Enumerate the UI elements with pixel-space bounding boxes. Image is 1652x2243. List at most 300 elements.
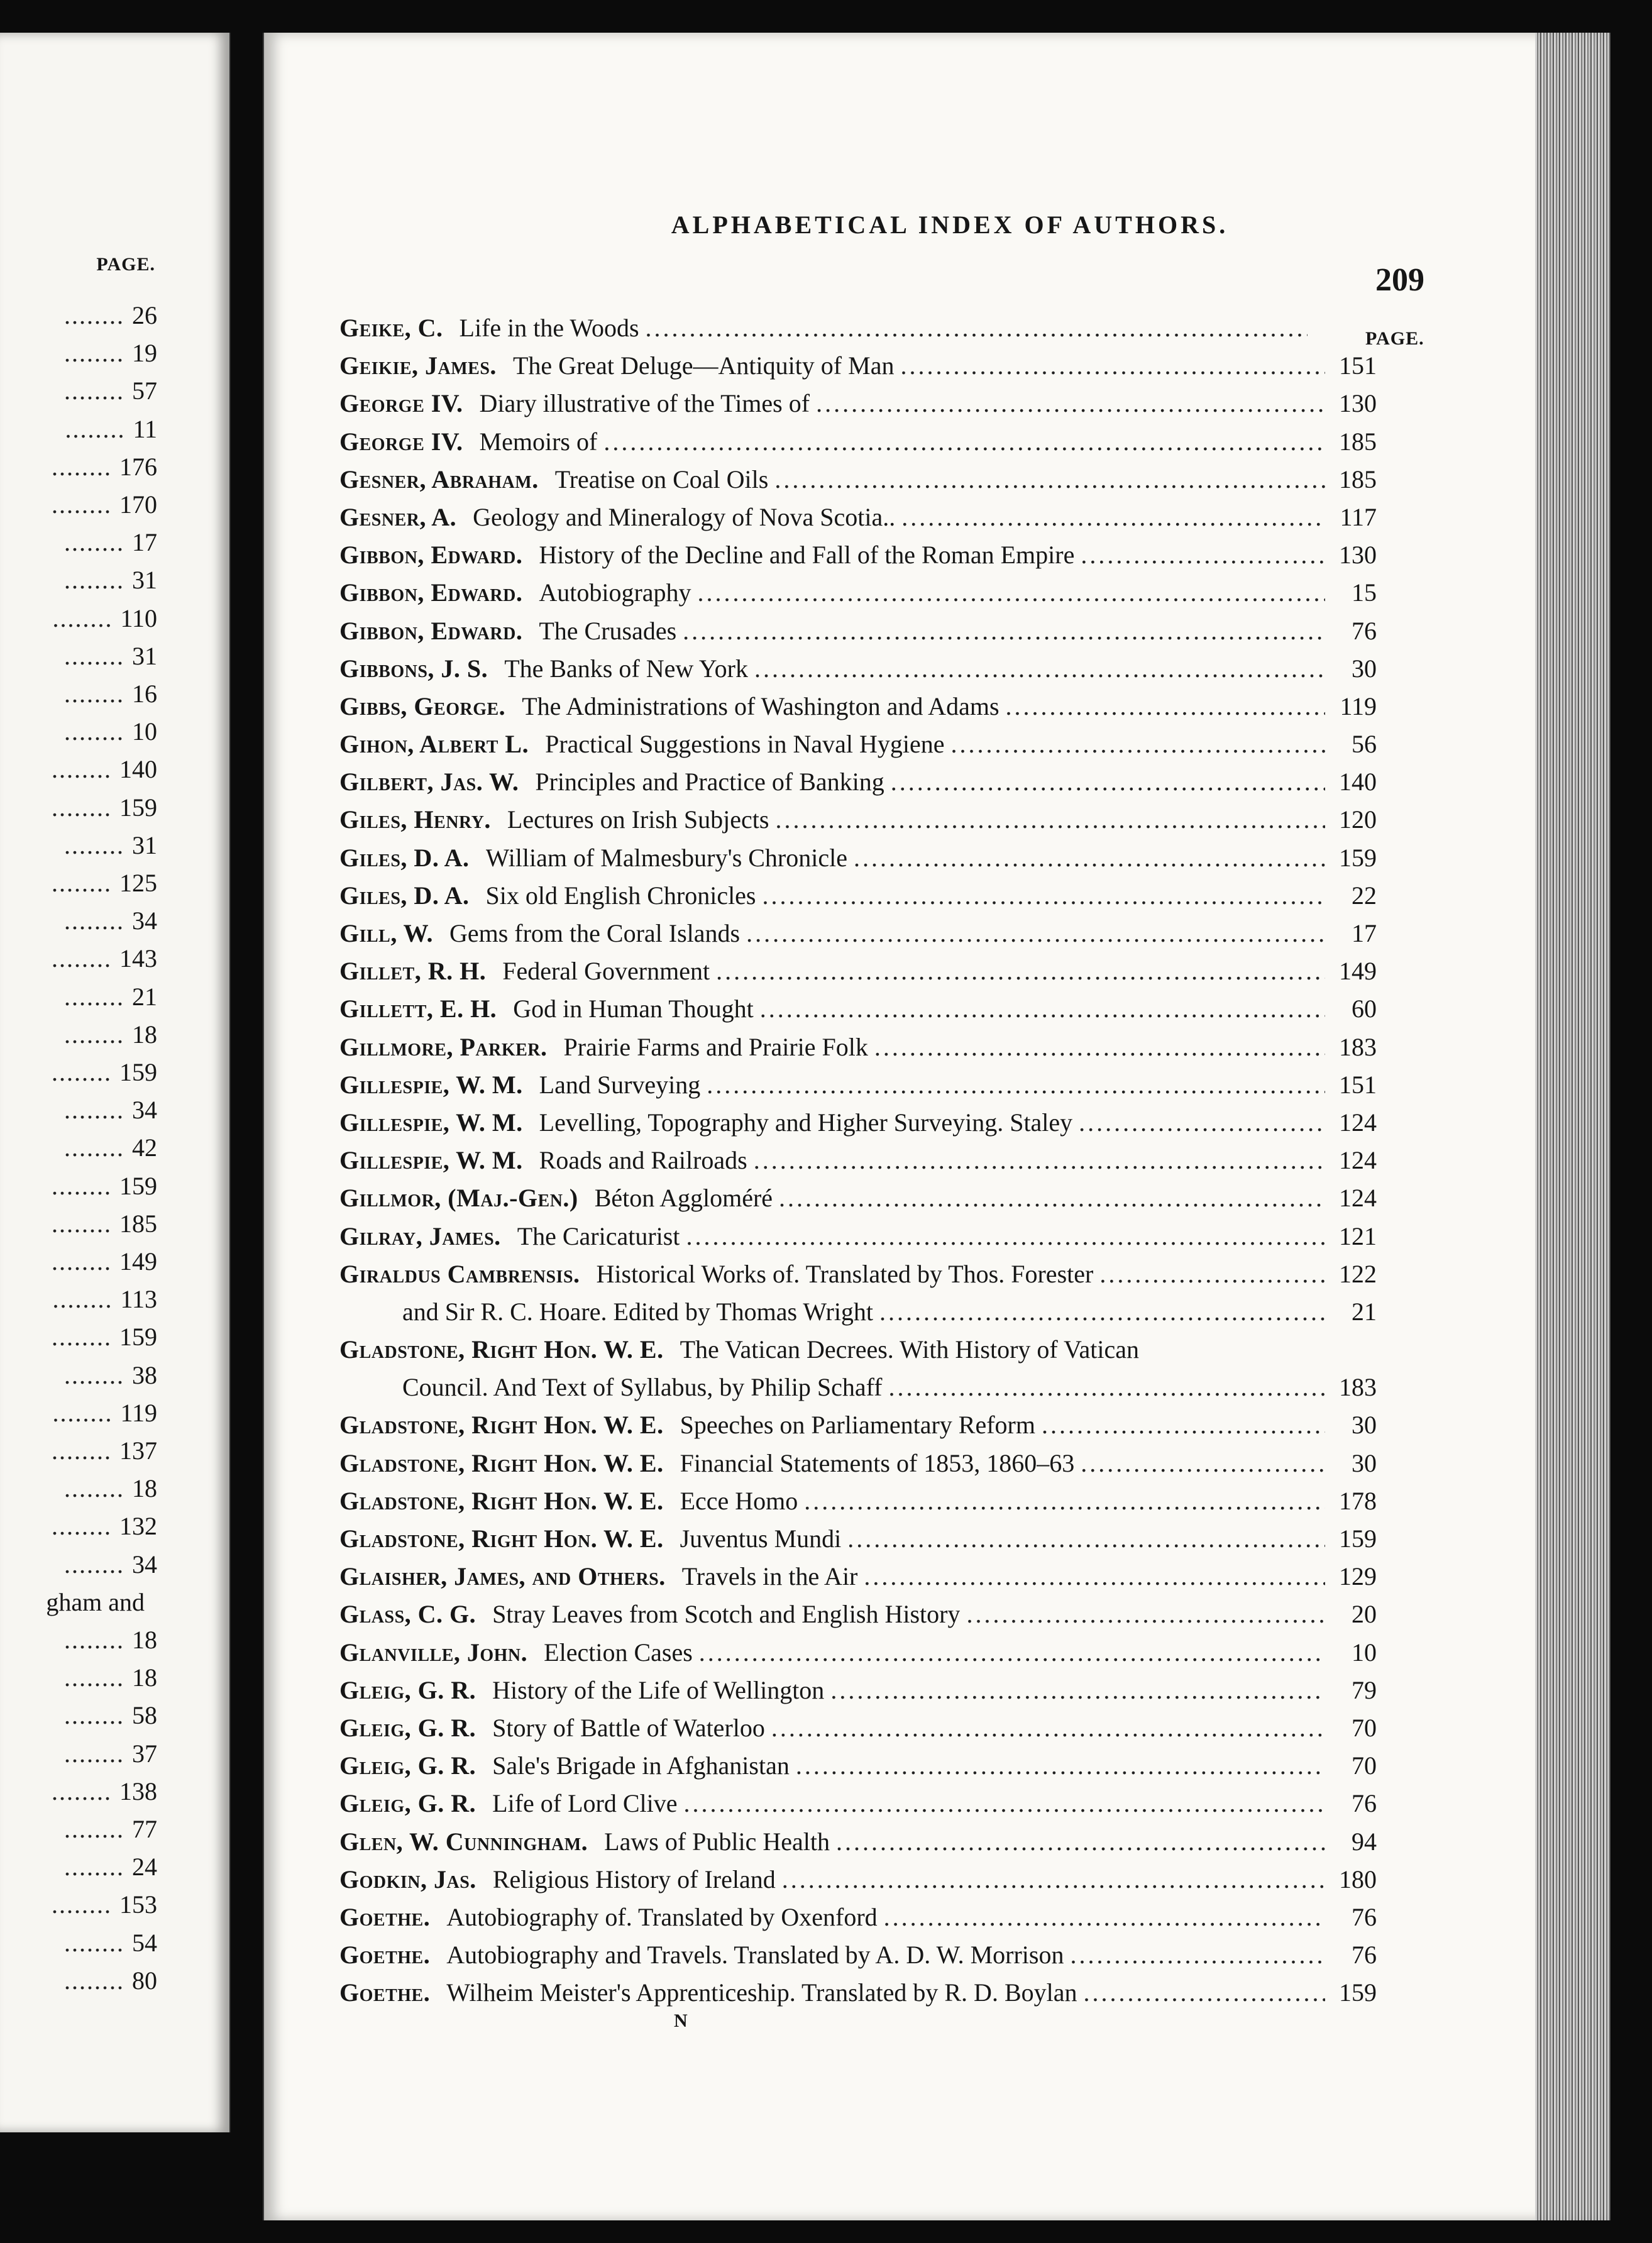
entry-title: God in Human Thought bbox=[513, 995, 754, 1023]
index-entry bbox=[339, 725, 1377, 763]
entry-title: The Great Deluge—Antiquity of Man bbox=[512, 351, 895, 380]
left-page-ref-number: 17 bbox=[132, 528, 157, 557]
leader-dots bbox=[816, 385, 1325, 422]
entry-author: George IV. bbox=[339, 389, 463, 418]
left-page-ref: ........ 10 bbox=[64, 717, 157, 746]
entry-author: Godkin, Jas. bbox=[339, 1865, 476, 1893]
left-page-ref-number: 159 bbox=[119, 793, 157, 822]
left-page-ref-number: 10 bbox=[132, 717, 157, 746]
entry-page-number: 79 bbox=[1352, 1675, 1377, 1704]
left-page-ref-number: 18 bbox=[132, 1626, 157, 1654]
entry-page-number: 10 bbox=[1352, 1638, 1377, 1667]
left-page-ref-number: 77 bbox=[132, 1815, 157, 1843]
leader-dots bbox=[716, 952, 1325, 990]
entry-title: Béton Aggloméré bbox=[594, 1184, 773, 1213]
leader-dots bbox=[1042, 1406, 1325, 1444]
entry-author: Geike, C. bbox=[339, 314, 443, 342]
left-page-ref: ........ 77 bbox=[64, 1815, 157, 1843]
left-page-ref: ........ 31 bbox=[64, 566, 157, 595]
entry-page-number: 159 bbox=[1339, 843, 1377, 872]
entry-page-number: 124 bbox=[1339, 1184, 1377, 1213]
left-page-ref: ........ 16 bbox=[64, 680, 157, 708]
left-page-ref: ........ 34 bbox=[64, 907, 157, 935]
left-page-ref: ........ 42 bbox=[64, 1133, 157, 1162]
index-entry bbox=[339, 536, 1377, 574]
index-entry bbox=[339, 1709, 1377, 1747]
index-page bbox=[263, 33, 1611, 2220]
entry-title: Sale's Brigade in Afghanistan bbox=[492, 1751, 790, 1780]
left-page-ref: ........ 26 bbox=[64, 301, 157, 329]
leader-dots bbox=[754, 650, 1325, 688]
leader-dots bbox=[684, 1785, 1326, 1822]
left-page-ref-number: 34 bbox=[132, 1096, 157, 1125]
index-entry bbox=[339, 1823, 1377, 1861]
left-page-ref: ........ 54 bbox=[64, 1928, 157, 1957]
entry-title: The Banks of New York bbox=[504, 654, 748, 683]
entry-author: Gladstone, Right Hon. W. E. bbox=[339, 1335, 664, 1364]
left-page-ref-number: 18 bbox=[132, 1474, 157, 1503]
entry-page-number: 129 bbox=[1339, 1562, 1377, 1591]
entry-author: Gillespie, W. M. bbox=[339, 1108, 523, 1137]
entry-author: Gibbon, Edward. bbox=[339, 616, 523, 645]
leader-dots bbox=[707, 1066, 1325, 1104]
entry-author: Gillmore, Parker. bbox=[339, 1032, 548, 1061]
leader-dots bbox=[686, 1218, 1325, 1255]
left-page-ref-number: 24 bbox=[132, 1853, 157, 1882]
leader-dots bbox=[796, 1747, 1325, 1785]
entry-title: History of the Life of Wellington bbox=[492, 1675, 825, 1704]
index-entry bbox=[339, 1406, 1377, 1444]
entry-page-number: 130 bbox=[1339, 541, 1377, 570]
index-entry bbox=[339, 1104, 1377, 1142]
left-page-ref-number: 153 bbox=[119, 1890, 157, 1919]
left-page-ref-number: 38 bbox=[132, 1360, 157, 1389]
entry-page-number: 20 bbox=[1352, 1600, 1377, 1629]
entry-page-number: 22 bbox=[1352, 881, 1377, 910]
entry-title: Diary illustrative of the Times of bbox=[479, 389, 810, 418]
leader-dots bbox=[1081, 536, 1325, 574]
entry-page-number: 151 bbox=[1339, 1070, 1377, 1099]
leader-dots bbox=[779, 1179, 1325, 1217]
left-page-ref: ........ 21 bbox=[64, 982, 157, 1011]
entry-page-number: 30 bbox=[1352, 654, 1377, 683]
entry-title: Stray Leaves from Scotch and English History bbox=[492, 1600, 961, 1629]
index-entry bbox=[339, 612, 1377, 650]
entry-page-number: 183 bbox=[1339, 1373, 1377, 1402]
entry-author: Gillett, E. H. bbox=[339, 995, 497, 1023]
entry-title: Life in the Woods bbox=[459, 314, 639, 342]
page-column-header: PAGE. bbox=[1365, 328, 1424, 349]
left-page-ref-number: 159 bbox=[119, 1323, 157, 1352]
index-entry bbox=[339, 1520, 1377, 1558]
leader-dots bbox=[966, 1595, 1325, 1633]
leader-dots bbox=[646, 309, 1308, 347]
entry-page-number: 119 bbox=[1340, 692, 1377, 720]
entry-author: Gibbon, Edward. bbox=[339, 578, 523, 607]
left-page-ref: ........ 153 bbox=[52, 1890, 157, 1919]
index-entry bbox=[339, 1331, 1377, 1369]
entry-page-number: 183 bbox=[1339, 1032, 1377, 1061]
entry-title: History of the Decline and Fall of the Roman Empire bbox=[539, 541, 1075, 570]
index-entry bbox=[339, 688, 1377, 725]
entry-page-number: 117 bbox=[1340, 502, 1377, 531]
left-page-ref-number: 159 bbox=[119, 1171, 157, 1200]
leader-dots bbox=[699, 1634, 1325, 1672]
left-page-ref-number: 19 bbox=[132, 339, 157, 368]
left-page-ref-number: 18 bbox=[132, 1663, 157, 1692]
index-entry bbox=[339, 1747, 1377, 1785]
entry-author: Glen, W. Cunningham. bbox=[339, 1827, 588, 1856]
entry-page-number: 30 bbox=[1352, 1448, 1377, 1477]
entry-page-number: 151 bbox=[1339, 351, 1377, 380]
entry-author: Giles, D. A. bbox=[339, 881, 470, 910]
entry-author: Giles, Henry. bbox=[339, 805, 491, 834]
entry-page-number: 76 bbox=[1352, 1941, 1377, 1970]
entry-title: Principles and Practice of Banking bbox=[535, 768, 884, 796]
entry-author: Gibbons, J. S. bbox=[339, 654, 488, 683]
left-page-ref-number: 58 bbox=[132, 1701, 157, 1730]
page-number: 209 bbox=[1375, 262, 1424, 298]
entry-title: Lectures on Irish Subjects bbox=[507, 805, 769, 834]
left-page-ref-number: 42 bbox=[132, 1133, 157, 1162]
entry-page-number: 120 bbox=[1339, 805, 1377, 834]
index-entry bbox=[339, 1066, 1377, 1104]
left-page-column-header: PAGE. bbox=[96, 254, 155, 275]
left-page-ref-number: 132 bbox=[119, 1512, 157, 1541]
entry-title: Wilheim Meister's Apprenticeship. Translated by R. D. Boylan bbox=[446, 1978, 1077, 2007]
index-entry bbox=[339, 499, 1377, 536]
entry-page-number: 56 bbox=[1352, 730, 1377, 759]
entry-title: Ecce Homo bbox=[680, 1486, 798, 1515]
entry-title: Travels in the Air bbox=[681, 1562, 858, 1591]
entry-page-number: 70 bbox=[1352, 1751, 1377, 1780]
leader-dots bbox=[874, 1028, 1325, 1066]
leader-dots bbox=[683, 612, 1325, 650]
index-entry-continuation bbox=[339, 1369, 1377, 1406]
left-page-ref-number: 185 bbox=[119, 1209, 157, 1238]
left-page-ref: ........ 170 bbox=[52, 490, 157, 519]
entry-page-number: 185 bbox=[1339, 427, 1377, 456]
left-page-ref-number: 34 bbox=[132, 907, 157, 935]
entry-title: The Crusades bbox=[539, 616, 677, 645]
index-entry bbox=[339, 1142, 1377, 1179]
index-entry bbox=[339, 574, 1377, 612]
leader-dots bbox=[774, 461, 1325, 499]
entry-title: Juventus Mundi bbox=[680, 1524, 842, 1553]
index-entry bbox=[339, 1974, 1377, 2012]
entry-title: Land Surveying bbox=[539, 1070, 701, 1099]
index-entry bbox=[339, 1179, 1377, 1217]
previous-page bbox=[0, 33, 231, 2132]
left-page-ref: ........ 38 bbox=[64, 1360, 157, 1389]
entry-title: Autobiography bbox=[539, 578, 691, 607]
entry-author: Gilbert, Jas. W. bbox=[339, 768, 519, 796]
left-page-ref: ........ 143 bbox=[52, 944, 157, 973]
leader-dots bbox=[1083, 1974, 1325, 2012]
leader-dots bbox=[763, 877, 1326, 915]
left-page-ref: ........ 159 bbox=[52, 1058, 157, 1086]
left-page-ref-number: 140 bbox=[119, 755, 157, 784]
left-page-ref-number: 80 bbox=[132, 1966, 157, 1995]
left-page-ref: ........ 113 bbox=[52, 1285, 157, 1314]
entry-title: The Caricaturist bbox=[517, 1221, 680, 1250]
entry-author: Gladstone, Right Hon. W. E. bbox=[339, 1411, 664, 1440]
entry-author: Giles, D. A. bbox=[339, 843, 470, 872]
leader-dots bbox=[901, 499, 1325, 536]
entry-page-number: 121 bbox=[1339, 1221, 1377, 1250]
left-page-ref: ........ 17 bbox=[64, 528, 157, 557]
leader-dots bbox=[775, 801, 1325, 839]
entry-page-number: 76 bbox=[1352, 616, 1377, 645]
entry-title: Gems from the Coral Islands bbox=[449, 919, 741, 947]
left-page-ref: ........ 58 bbox=[64, 1701, 157, 1730]
left-page-ref-number: 138 bbox=[119, 1777, 157, 1805]
index-entry bbox=[339, 1899, 1377, 1936]
leader-dots bbox=[754, 1142, 1325, 1179]
entry-page-number: 149 bbox=[1339, 957, 1377, 986]
leader-dots bbox=[854, 839, 1325, 877]
entry-author: Gladstone, Right Hon. W. E. bbox=[339, 1448, 664, 1477]
entry-author: Goethe. bbox=[339, 1902, 431, 1931]
left-page-ref-number: 176 bbox=[119, 452, 157, 481]
entry-author: Gesner, A. bbox=[339, 502, 457, 531]
entry-page-number: 60 bbox=[1352, 995, 1377, 1023]
left-page-ref-number: 113 bbox=[120, 1285, 157, 1314]
index-entry bbox=[339, 1785, 1377, 1822]
leader-dots bbox=[864, 1558, 1325, 1595]
entry-author: Gesner, Abraham. bbox=[339, 465, 539, 493]
left-page-ref-number: 21 bbox=[132, 982, 157, 1011]
entry-title: Memoirs of bbox=[479, 427, 598, 456]
entry-page-number: 130 bbox=[1339, 389, 1377, 418]
left-page-ref: ........ 125 bbox=[52, 869, 157, 897]
left-page-ref: ........ 132 bbox=[52, 1512, 157, 1541]
entry-page-number: 17 bbox=[1352, 919, 1377, 947]
left-page-ref-number: 18 bbox=[132, 1020, 157, 1049]
left-page-ref-number: 110 bbox=[120, 603, 157, 632]
entry-title: Federal Government bbox=[502, 957, 710, 986]
entry-title: Roads and Railroads bbox=[539, 1146, 747, 1175]
entry-title: Election Cases bbox=[544, 1638, 693, 1667]
leader-dots bbox=[1070, 1936, 1325, 1974]
entry-page-number: 15 bbox=[1352, 578, 1377, 607]
leader-dots bbox=[771, 1709, 1325, 1747]
entry-author: Gleig, G. R. bbox=[339, 1789, 476, 1818]
leader-dots bbox=[1079, 1104, 1325, 1142]
index-entry bbox=[339, 763, 1377, 801]
entry-author: Goethe. bbox=[339, 1941, 431, 1970]
leader-dots bbox=[951, 725, 1325, 763]
left-page-ref-number: 57 bbox=[132, 377, 157, 405]
index-entry bbox=[339, 650, 1377, 688]
entry-page-number: 94 bbox=[1352, 1827, 1377, 1856]
left-page-ref: ........ 18 bbox=[64, 1626, 157, 1654]
leader-dots bbox=[836, 1823, 1325, 1861]
entry-author: Gladstone, Right Hon. W. E. bbox=[339, 1524, 664, 1553]
entry-page-number: 70 bbox=[1352, 1713, 1377, 1742]
index-entry bbox=[339, 1861, 1377, 1899]
leader-dots bbox=[760, 990, 1325, 1028]
leader-dots bbox=[1099, 1255, 1325, 1293]
entry-page-number: 178 bbox=[1339, 1486, 1377, 1515]
entry-title: Geology and Mineralogy of Nova Scotia.. bbox=[473, 502, 896, 531]
leader-dots bbox=[698, 574, 1325, 612]
left-page-ref: ........ 138 bbox=[52, 1777, 157, 1805]
left-page-ref-number: 170 bbox=[119, 490, 157, 519]
entry-author: Gibbs, George. bbox=[339, 692, 506, 720]
index-entry bbox=[339, 839, 1377, 877]
index-entry bbox=[339, 1028, 1377, 1066]
leader-dots bbox=[1006, 688, 1325, 725]
leader-dots bbox=[884, 1899, 1325, 1936]
left-page-ref: ........ 119 bbox=[52, 1398, 157, 1427]
entry-page-number: 185 bbox=[1339, 465, 1377, 493]
left-page-ref: ........ 19 bbox=[64, 339, 157, 368]
index-entry bbox=[339, 1672, 1377, 1709]
left-page-ref-number: 125 bbox=[119, 869, 157, 897]
left-page-continuation: gham and bbox=[46, 1587, 145, 1616]
leader-dots bbox=[804, 1482, 1325, 1520]
index-entry bbox=[339, 1634, 1377, 1672]
index-entry bbox=[339, 309, 1377, 347]
left-page-ref: ........ 31 bbox=[64, 830, 157, 859]
entry-page-number: 159 bbox=[1339, 1524, 1377, 1553]
left-page-ref: ........ 137 bbox=[52, 1436, 157, 1465]
index-entry bbox=[339, 1482, 1377, 1520]
entry-title: Autobiography of. Translated by Oxenford bbox=[446, 1902, 878, 1931]
left-page-ref: ........ 18 bbox=[64, 1663, 157, 1692]
left-page-ref: ........ 31 bbox=[64, 641, 157, 670]
entry-page-number: 76 bbox=[1352, 1902, 1377, 1931]
leader-dots bbox=[891, 763, 1325, 801]
left-page-ref-number: 37 bbox=[132, 1739, 157, 1768]
leader-dots bbox=[1081, 1445, 1325, 1482]
left-page-ref: ........ 159 bbox=[52, 793, 157, 822]
leader-dots bbox=[889, 1369, 1326, 1406]
leader-dots bbox=[879, 1293, 1325, 1331]
index-entry bbox=[339, 1445, 1377, 1482]
page-edges bbox=[1535, 33, 1611, 2220]
left-page-ref: ........ 11 bbox=[65, 414, 157, 443]
left-page-ref: ........ 159 bbox=[52, 1323, 157, 1352]
entry-continuation-text: Council. And Text of Syllabus, by Philip Schaff bbox=[402, 1373, 883, 1402]
entry-title: William of Malmesbury's Chronicle bbox=[485, 843, 847, 872]
entry-title: The Administrations of Washington and Adams bbox=[522, 692, 999, 720]
left-page-ref: ........ 24 bbox=[64, 1853, 157, 1882]
left-page-ref: ........ 110 bbox=[52, 603, 157, 632]
entry-author: George IV. bbox=[339, 427, 463, 456]
entry-author: Gleig, G. R. bbox=[339, 1751, 476, 1780]
entry-author: Glass, C. G. bbox=[339, 1600, 476, 1629]
left-page-ref: ........ 149 bbox=[52, 1247, 157, 1276]
entry-title: Laws of Public Health bbox=[604, 1827, 830, 1856]
index-entry bbox=[339, 1595, 1377, 1633]
left-page-ref-number: 143 bbox=[119, 944, 157, 973]
index-entry bbox=[339, 990, 1377, 1028]
entry-author: Glanville, John. bbox=[339, 1638, 528, 1667]
entry-page-number: 124 bbox=[1339, 1108, 1377, 1137]
left-page-ref: ........ 159 bbox=[52, 1171, 157, 1200]
entry-title: Levelling, Topography and Higher Surveying. Staley bbox=[539, 1108, 1073, 1137]
entry-author: Geikie, James. bbox=[339, 351, 497, 380]
entry-page-number: 180 bbox=[1339, 1865, 1377, 1893]
author-index-list bbox=[339, 309, 1377, 2012]
index-entry bbox=[339, 877, 1377, 915]
entry-author: Gladstone, Right Hon. W. E. bbox=[339, 1486, 664, 1515]
entry-author: Gihon, Albert L. bbox=[339, 730, 529, 759]
entry-author: Gilray, James. bbox=[339, 1221, 501, 1250]
left-page-ref: ........ 57 bbox=[64, 377, 157, 405]
entry-title: Prairie Farms and Prairie Folk bbox=[563, 1032, 868, 1061]
left-page-ref-number: 11 bbox=[133, 414, 157, 443]
entry-page-number: 21 bbox=[1352, 1297, 1377, 1326]
entry-author: Gillespie, W. M. bbox=[339, 1146, 523, 1175]
index-entry bbox=[339, 385, 1377, 422]
entry-title: Historical Works of. Translated by Thos. Forester bbox=[596, 1259, 1094, 1288]
entry-title: The Vatican Decrees. With History of Vatican bbox=[680, 1335, 1139, 1364]
entry-author: Gibbon, Edward. bbox=[339, 541, 523, 570]
left-page-ref-number: 31 bbox=[132, 566, 157, 595]
entry-title: Autobiography and Travels. Translated by A. D. W. Morrison bbox=[446, 1941, 1064, 1970]
entry-title: Religious History of Ireland bbox=[492, 1865, 776, 1893]
entry-author: Gleig, G. R. bbox=[339, 1713, 476, 1742]
left-page-ref-number: 137 bbox=[119, 1436, 157, 1465]
left-page-ref: ........ 140 bbox=[52, 755, 157, 784]
left-page-ref-number: 26 bbox=[132, 301, 157, 329]
left-page-ref-number: 34 bbox=[132, 1550, 157, 1579]
entry-author: Gillespie, W. M. bbox=[339, 1070, 523, 1099]
index-entry bbox=[339, 1936, 1377, 1974]
entry-page-number: 76 bbox=[1352, 1789, 1377, 1818]
left-page-ref: ........ 37 bbox=[64, 1739, 157, 1768]
entry-author: Glaisher, James, and Others. bbox=[339, 1562, 666, 1591]
entry-author: Gleig, G. R. bbox=[339, 1675, 476, 1704]
index-entry bbox=[339, 801, 1377, 839]
running-head: ALPHABETICAL INDEX OF AUTHORS. bbox=[671, 211, 1229, 239]
left-page-ref-number: 159 bbox=[119, 1058, 157, 1086]
index-entry bbox=[339, 1218, 1377, 1255]
leader-dots bbox=[847, 1520, 1325, 1558]
index-entry bbox=[339, 1255, 1377, 1293]
entry-author: Goethe. bbox=[339, 1978, 431, 2007]
entry-author: Gill, W. bbox=[339, 919, 433, 947]
entry-title: Practical Suggestions in Naval Hygiene bbox=[545, 730, 945, 759]
signature-mark: N bbox=[674, 2010, 688, 2031]
entry-page-number: 122 bbox=[1339, 1259, 1377, 1288]
entry-title: Life of Lord Clive bbox=[492, 1789, 678, 1818]
left-page-ref: ........ 176 bbox=[52, 452, 157, 481]
left-page-ref-number: 54 bbox=[132, 1928, 157, 1957]
index-entry bbox=[339, 915, 1377, 952]
leader-dots bbox=[603, 423, 1325, 461]
left-page-ref: ........ 34 bbox=[64, 1096, 157, 1125]
entry-page-number: 30 bbox=[1352, 1411, 1377, 1440]
leader-dots bbox=[746, 915, 1325, 952]
left-page-ref-number: 149 bbox=[119, 1247, 157, 1276]
left-page-ref: ........ 80 bbox=[64, 1966, 157, 1995]
entry-title: Story of Battle of Waterloo bbox=[492, 1713, 765, 1742]
left-page-ref: ........ 185 bbox=[52, 1209, 157, 1238]
index-entry bbox=[339, 461, 1377, 499]
entry-author: Gillmor, (Maj.-Gen.) bbox=[339, 1184, 578, 1213]
entry-author: Gillet, R. H. bbox=[339, 957, 487, 986]
entry-page-number: 159 bbox=[1339, 1978, 1377, 2007]
left-page-ref: ........ 34 bbox=[64, 1550, 157, 1579]
left-page-ref-number: 119 bbox=[120, 1398, 157, 1427]
entry-continuation-text: and Sir R. C. Hoare. Edited by Thomas Wright bbox=[402, 1297, 874, 1326]
entry-title: Treatise on Coal Oils bbox=[554, 465, 769, 493]
entry-title: Speeches on Parliamentary Reform bbox=[680, 1411, 1035, 1440]
